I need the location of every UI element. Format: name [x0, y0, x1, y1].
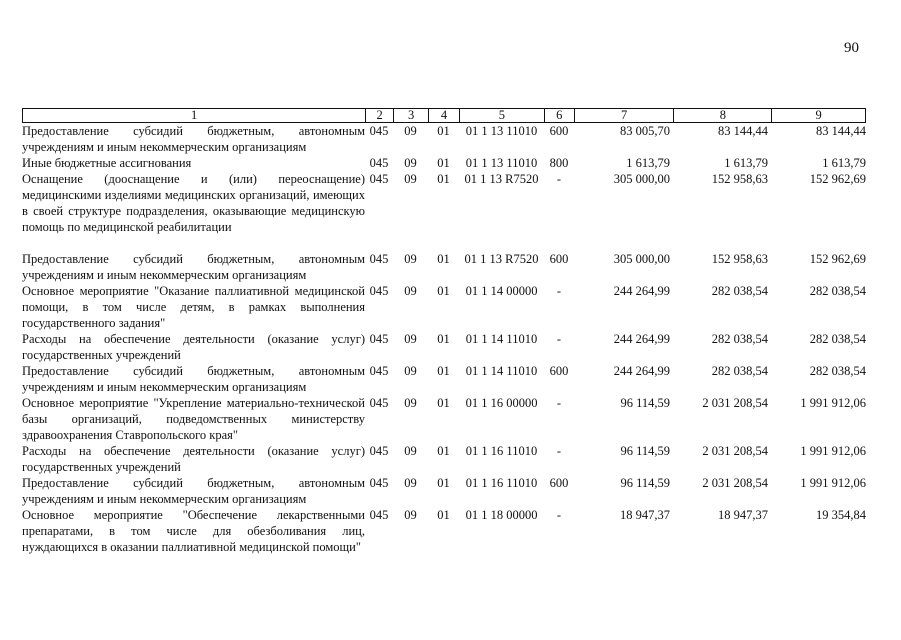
table-row [22, 331, 866, 363]
row-section: 09 [404, 124, 417, 138]
row-expense-type: 600 [549, 252, 569, 266]
budget-table [22, 108, 866, 555]
row-amount-2: 18 947,37 [718, 508, 768, 522]
header-col-3: 3 [393, 109, 428, 122]
row-ministry-code: 045 [369, 252, 389, 266]
table-row [22, 283, 866, 331]
header-col-6: 6 [544, 109, 574, 122]
row-amount-3: 1 991 912,06 [800, 396, 866, 410]
row-amount-1: 83 005,70 [620, 124, 670, 138]
row-subsection: 01 [437, 172, 450, 186]
row-expense-type: - [556, 508, 562, 522]
row-name: Предоставление субсидий бюджетным, автономным учреждениям и иным некоммерческим организациям [22, 476, 365, 506]
row-name: Иные бюджетные ассигнования [22, 156, 192, 170]
row-amount-3: 282 038,54 [809, 284, 866, 298]
row-ministry-code: 045 [369, 284, 389, 298]
row-amount-1: 244 264,99 [613, 332, 670, 346]
row-amount-2: 282 038,54 [711, 332, 768, 346]
row-ministry-code: 045 [369, 508, 389, 522]
row-amount-2: 2 031 208,54 [702, 444, 768, 458]
row-section: 09 [404, 252, 417, 266]
row-target-article: 01 1 14 00000 [465, 284, 538, 298]
row-section: 09 [404, 444, 417, 458]
header-col-7: 7 [574, 109, 674, 122]
row-section: 09 [404, 156, 417, 170]
row-expense-type: 800 [549, 156, 569, 170]
row-amount-3: 152 962,69 [809, 252, 866, 266]
row-amount-2: 282 038,54 [711, 364, 768, 378]
row-amount-3: 1 613,79 [822, 156, 866, 170]
row-amount-2: 2 031 208,54 [702, 396, 768, 410]
row-ministry-code: 045 [369, 156, 389, 170]
row-expense-type: - [556, 172, 562, 186]
row-spacer [22, 235, 866, 251]
row-amount-2: 1 613,79 [724, 156, 768, 170]
row-subsection: 01 [437, 252, 450, 266]
row-expense-type: 600 [549, 364, 569, 378]
row-ministry-code: 045 [369, 444, 389, 458]
row-target-article: 01 1 16 11010 [465, 476, 538, 490]
row-amount-1: 244 264,99 [613, 364, 670, 378]
row-subsection: 01 [437, 284, 450, 298]
row-name: Основное мероприятие "Укрепление материально-технической базы организаций, подведомственных министерству здравоохранения Ставропольского края" [22, 396, 365, 442]
row-amount-1: 244 264,99 [613, 284, 670, 298]
table-row [22, 251, 866, 283]
table-body [22, 123, 866, 555]
row-subsection: 01 [437, 332, 450, 346]
header-col-4: 4 [428, 109, 459, 122]
row-expense-type: - [556, 284, 562, 298]
header-col-9: 9 [771, 109, 865, 122]
row-ministry-code: 045 [369, 396, 389, 410]
row-expense-type: - [556, 444, 562, 458]
row-name: Основное мероприятие "Обеспечение лекарственными препаратами, в том числе для обезболивания лиц, нуждающихся в оказании паллиативной медицинской помощи" [22, 508, 365, 554]
row-amount-3: 1 991 912,06 [800, 444, 866, 458]
row-amount-2: 152 958,63 [711, 172, 768, 186]
table-row [22, 123, 866, 155]
table-row [22, 507, 866, 555]
row-amount-1: 1 613,79 [626, 156, 670, 170]
row-section: 09 [404, 284, 417, 298]
row-expense-type: - [556, 332, 562, 346]
row-subsection: 01 [437, 396, 450, 410]
row-subsection: 01 [437, 508, 450, 522]
row-subsection: 01 [437, 124, 450, 138]
row-amount-1: 305 000,00 [613, 252, 670, 266]
table-row [22, 475, 866, 507]
table-row [22, 443, 866, 475]
table-row [22, 395, 866, 443]
row-name: Предоставление субсидий бюджетным, автономным учреждениям и иным некоммерческим организациям [22, 252, 365, 282]
table-header [22, 108, 866, 123]
row-ministry-code: 045 [369, 476, 389, 490]
row-target-article: 01 1 16 00000 [465, 396, 538, 410]
row-name: Расходы на обеспечение деятельности (оказание услуг) государственных учреждений [22, 332, 365, 362]
row-subsection: 01 [437, 364, 450, 378]
header-col-2: 2 [365, 109, 393, 122]
row-amount-1: 96 114,59 [620, 396, 670, 410]
row-target-article: 01 1 14 11010 [465, 332, 538, 346]
row-name: Основное мероприятие "Оказание паллиативной медицинской помощи, в том числе детям, в рамках выполнения государственного задания" [22, 284, 365, 330]
table-row [22, 363, 866, 395]
row-target-article: 01 1 18 00000 [465, 508, 538, 522]
row-section: 09 [404, 332, 417, 346]
row-section: 09 [404, 364, 417, 378]
row-amount-2: 83 144,44 [718, 124, 768, 138]
row-name: Предоставление субсидий бюджетным, автономным учреждениям и иным некоммерческим организациям [22, 364, 365, 394]
row-amount-1: 305 000,00 [613, 172, 670, 186]
row-section: 09 [404, 396, 417, 410]
row-amount-3: 282 038,54 [809, 332, 866, 346]
row-subsection: 01 [437, 156, 450, 170]
row-target-article: 01 1 13 11010 [465, 124, 538, 138]
row-name: Предоставление субсидий бюджетным, автономным учреждениям и иным некоммерческим организациям [22, 124, 365, 154]
row-amount-1: 96 114,59 [620, 476, 670, 490]
row-amount-3: 83 144,44 [816, 124, 866, 138]
row-amount-3: 19 354,84 [816, 508, 866, 522]
table-row [22, 171, 866, 235]
row-subsection: 01 [437, 444, 450, 458]
row-expense-type: 600 [549, 476, 569, 490]
row-section: 09 [404, 476, 417, 490]
row-amount-3: 282 038,54 [809, 364, 866, 378]
row-amount-1: 18 947,37 [620, 508, 670, 522]
row-ministry-code: 045 [369, 124, 389, 138]
row-expense-type: 600 [549, 124, 569, 138]
row-target-article: 01 1 16 11010 [465, 444, 538, 458]
row-amount-2: 2 031 208,54 [702, 476, 768, 490]
row-amount-2: 152 958,63 [711, 252, 768, 266]
header-col-1: 1 [190, 108, 198, 122]
row-amount-3: 152 962,69 [809, 172, 866, 186]
row-name: Оснащение (дооснащение и (или) переоснащение) медицинскими изделиями медицинских организаций, имеющих в своей структуре подразделения, оказывающие медицинскую помощь по медицинской реабилитации [22, 172, 365, 234]
row-target-article: 01 1 13 R7520 [464, 252, 539, 266]
row-section: 09 [404, 172, 417, 186]
header-col-5: 5 [459, 109, 544, 122]
row-section: 09 [404, 508, 417, 522]
row-target-article: 01 1 14 11010 [465, 364, 538, 378]
table-row [22, 155, 866, 171]
row-ministry-code: 045 [369, 172, 389, 186]
row-amount-2: 282 038,54 [711, 284, 768, 298]
row-target-article: 01 1 13 11010 [465, 156, 538, 170]
row-amount-3: 1 991 912,06 [800, 476, 866, 490]
header-col-8: 8 [673, 109, 771, 122]
row-ministry-code: 045 [369, 332, 389, 346]
row-name: Расходы на обеспечение деятельности (оказание услуг) государственных учреждений [22, 444, 365, 474]
row-ministry-code: 045 [369, 364, 389, 378]
row-amount-1: 96 114,59 [620, 444, 670, 458]
row-subsection: 01 [437, 476, 450, 490]
row-target-article: 01 1 13 R7520 [464, 172, 539, 186]
row-expense-type: - [556, 396, 562, 410]
page-number: 90 [844, 40, 859, 56]
